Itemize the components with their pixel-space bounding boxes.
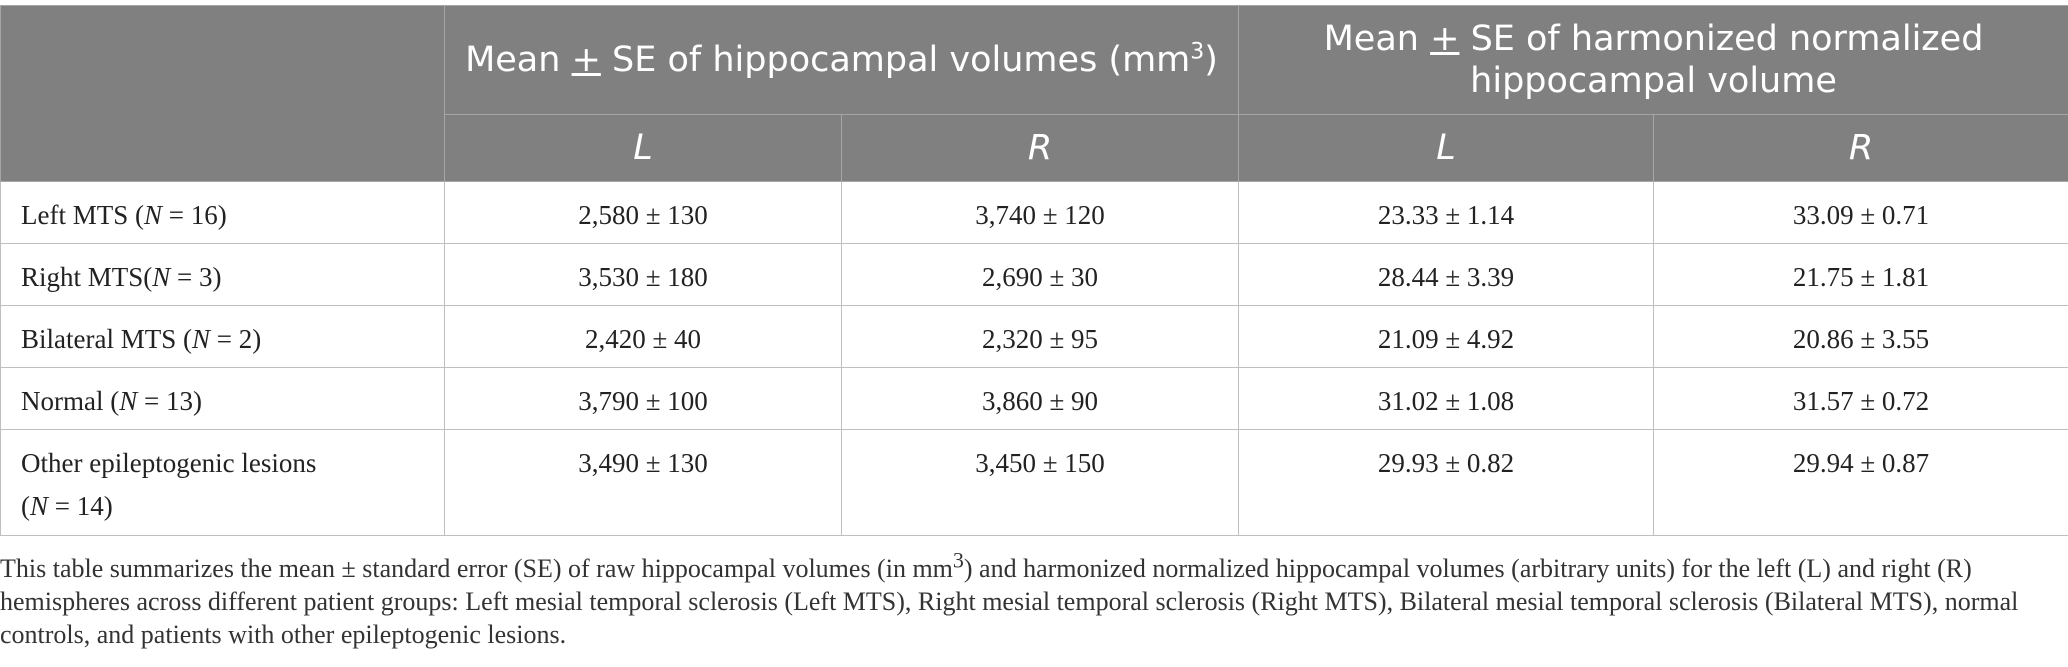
header-raw-volumes: Mean + SE of hippocampal volumes $(mm^3)$: [445, 6, 1239, 115]
cell-norm-left: 21.09 ± 4.92: [1239, 306, 1654, 368]
cell-norm-left: 31.02 ± 1.08: [1239, 368, 1654, 430]
header-harmonized-volumes: Mean + SE of harmonized normalized hippocampal volume: [1239, 6, 2068, 115]
table-row: [1, 244, 2068, 306]
row-label: Bilateral MTS (N = 2): [1, 306, 445, 368]
table-body: [1, 182, 2068, 536]
cell-norm-left: 29.93 ± 0.82: [1239, 430, 1654, 536]
row-label: Normal (N = 13): [1, 368, 445, 430]
row-label: Left MTS (N = 16): [1, 182, 445, 244]
row-label: Other epileptogenic lesions (N = 14): [1, 430, 445, 536]
table-row: [1, 306, 2068, 368]
table-header: [1, 6, 2068, 182]
cell-norm-right: 21.75 ± 1.81: [1654, 244, 2068, 306]
table-row: [1, 368, 2068, 430]
cell-raw-right: 3,450 ± 150: [842, 430, 1239, 536]
cell-norm-left: 28.44 ± 3.39: [1239, 244, 1654, 306]
table-caption: This table summarizes the mean ± standard error (SE) of raw hippocampal volumes (in $mm^3$) and harmonized normalized hippocampal volumes (arbitrary units) for the left (L) and right (R) hemispheres across different patient groups: Left mesial temporal sclerosis (Left MTS), Right mesial temporal sclerosis (Right MTS), Bilateral mesial temporal sclerosis (Bilateral MTS), normal controls, and patients with other epileptogenic lesions.: [0, 547, 2019, 649]
cell-raw-right: 2,320 ± 95: [842, 306, 1239, 368]
header-norm-left: L: [1239, 115, 1654, 182]
cell-norm-right: 29.94 ± 0.87: [1654, 430, 2068, 536]
cell-norm-right: 31.57 ± 0.72: [1654, 368, 2068, 430]
cell-raw-right: 3,860 ± 90: [842, 368, 1239, 430]
table-row: [1, 182, 2068, 244]
header-raw-right: R: [842, 115, 1239, 182]
cell-raw-left: 3,530 ± 180: [445, 244, 842, 306]
table-row: [1, 430, 2068, 536]
cell-norm-right: 33.09 ± 0.71: [1654, 182, 2068, 244]
header-raw-left: L: [445, 115, 842, 182]
cell-raw-right: 3,740 ± 120: [842, 182, 1239, 244]
cell-raw-left: 2,420 ± 40: [445, 306, 842, 368]
header-norm-right: R: [1654, 115, 2068, 182]
results-table-container: [0, 5, 2068, 536]
cell-norm-left: 23.33 ± 1.14: [1239, 182, 1654, 244]
hippocampal-volume-table: [0, 5, 2068, 536]
cell-raw-left: 3,790 ± 100: [445, 368, 842, 430]
cell-norm-right: 20.86 ± 3.55: [1654, 306, 2068, 368]
cell-raw-left: 3,490 ± 130: [445, 430, 842, 536]
header-empty-corner: [1, 6, 445, 182]
cell-raw-left: 2,580 ± 130: [445, 182, 842, 244]
cell-raw-right: 2,690 ± 30: [842, 244, 1239, 306]
row-label: Right MTS(N = 3): [1, 244, 445, 306]
